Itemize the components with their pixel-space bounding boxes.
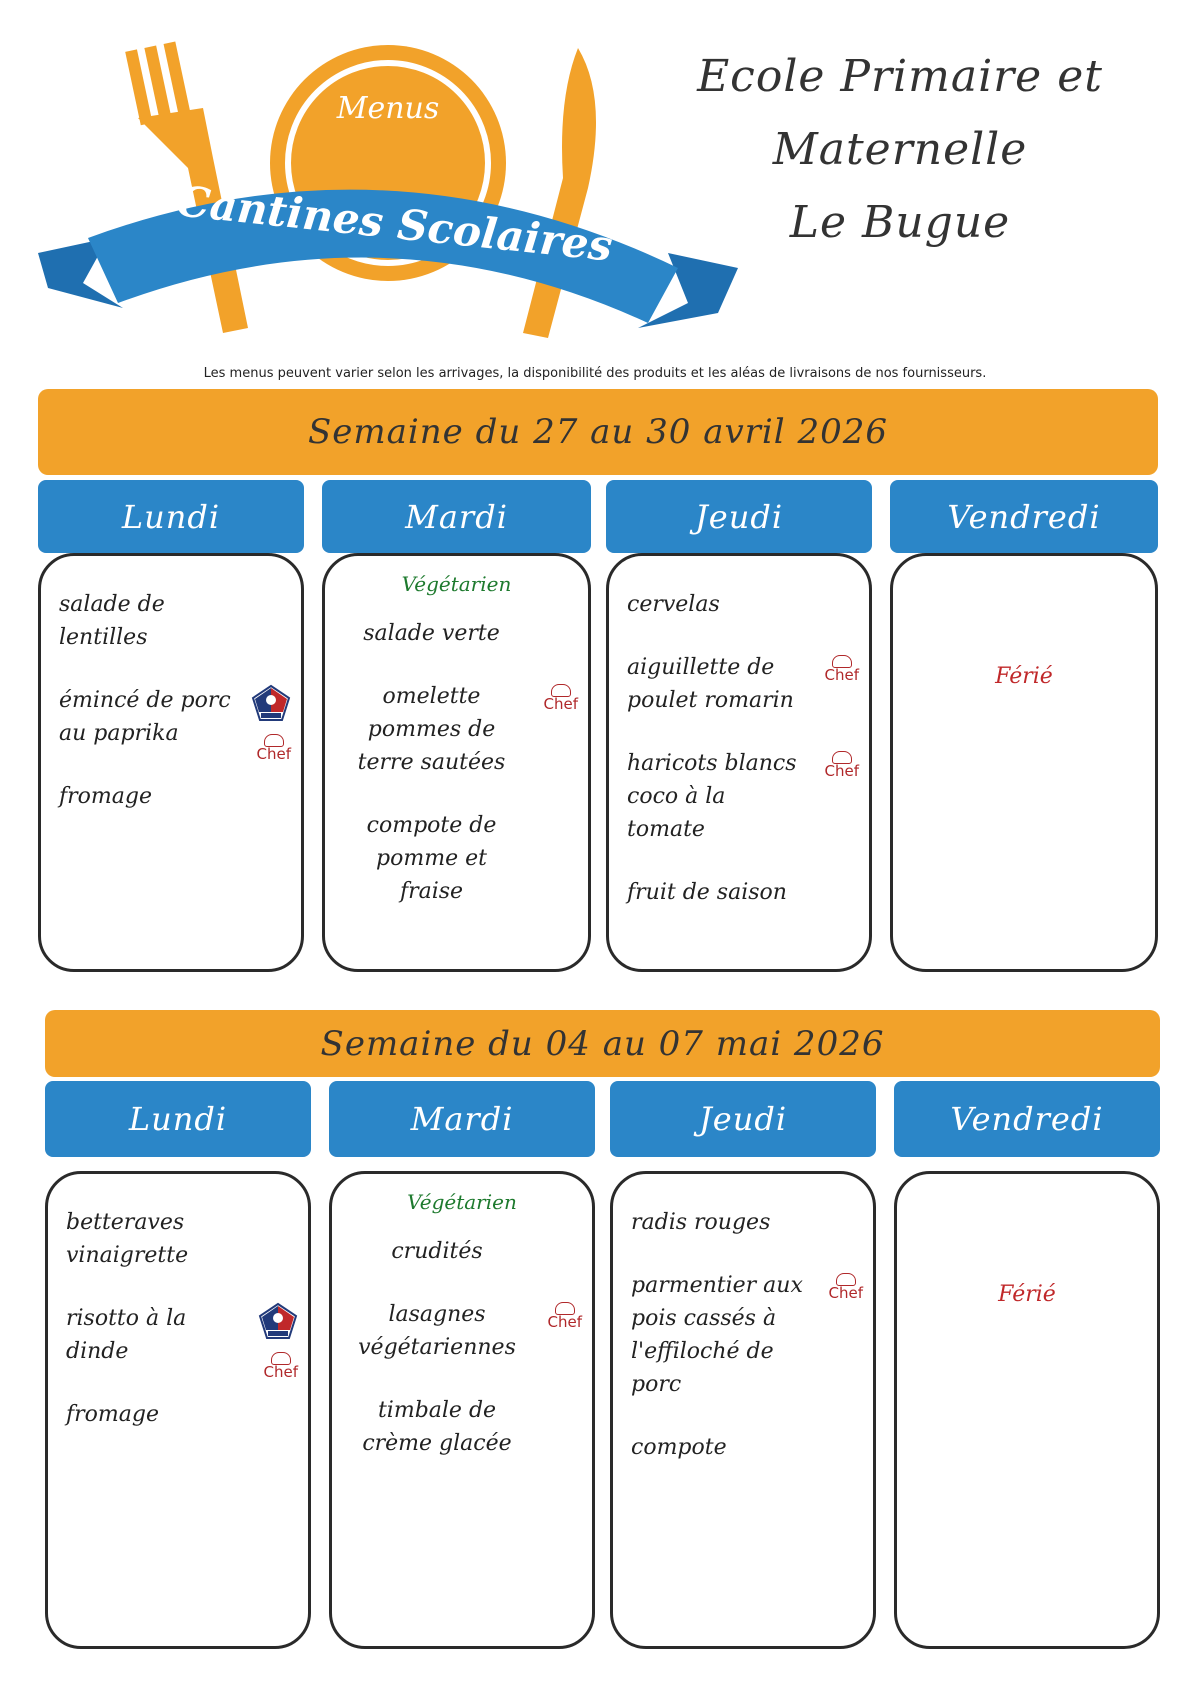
day-header	[322, 480, 591, 553]
day-header	[894, 1081, 1160, 1157]
day-header	[610, 1081, 876, 1157]
day-name: Jeudi	[698, 1100, 788, 1138]
day-menu-box	[329, 1171, 595, 1649]
school-line: Maternelle	[772, 124, 1028, 175]
menu-item-text: salade de lentilles	[59, 592, 165, 650]
menu-item	[59, 780, 283, 813]
menu-item	[66, 1302, 298, 1381]
day-header	[890, 480, 1158, 553]
holiday-label: Férié	[998, 1282, 1056, 1307]
day-header	[45, 1081, 311, 1157]
week-title: Semaine du 04 au 07 mai 2026	[320, 1023, 885, 1064]
menu-item	[350, 1235, 574, 1268]
menu-item	[343, 809, 570, 908]
menu-item-text: cervelas	[627, 592, 720, 617]
menu-item-text: fromage	[59, 784, 152, 809]
menu-item	[627, 651, 859, 717]
day-menu-box	[890, 553, 1158, 972]
menu-item-text: salade verte	[363, 621, 500, 646]
menu-item-text: crudités	[391, 1239, 483, 1264]
disclaimer: Les menus peuvent varier selon les arrivages, la disponibilité des produits et les aléas de livraisons de nos fournisseurs.	[203, 366, 987, 381]
chef-icon: Chef	[544, 684, 579, 711]
svg-text:Menus: Menus	[336, 91, 440, 126]
day-menu-box	[894, 1171, 1160, 1649]
chef-icon: Chef	[548, 1302, 583, 1329]
chef-icon: Chef	[829, 1273, 864, 1300]
vegetarian-label: Végétarien	[401, 572, 512, 596]
menu-item-text: émincé de porc au paprika	[59, 688, 231, 746]
menu-item	[343, 617, 570, 650]
menu-item	[66, 1206, 290, 1272]
menu-item-text: timbale de crème glacée	[362, 1398, 512, 1456]
menu-item	[627, 588, 851, 621]
viande-francaise-logo	[251, 684, 291, 722]
day-menu-box	[610, 1171, 876, 1649]
day-name: Vendredi	[950, 1100, 1104, 1138]
menu-item-text: compote	[631, 1435, 727, 1460]
menu-item	[59, 684, 291, 763]
school-name	[660, 40, 1140, 259]
menu-item-text: aiguillette de poulet romarin	[627, 655, 794, 713]
holiday-label: Férié	[995, 664, 1053, 689]
day-menu-box	[322, 553, 591, 972]
week-title: Semaine du 27 au 30 avril 2026	[307, 412, 889, 452]
chef-icon: Chef	[825, 751, 860, 778]
menu-item-text: fruit de saison	[627, 880, 787, 905]
day-header	[606, 480, 872, 553]
menu-item-text: fromage	[66, 1402, 159, 1427]
day-header	[329, 1081, 595, 1157]
day-menu-box	[606, 553, 872, 972]
day-name: Mardi	[410, 1100, 514, 1138]
chef-icon: Chef	[257, 734, 292, 761]
school-line: Ecole Primaire et	[697, 51, 1103, 102]
menu-item	[627, 747, 859, 846]
menu-item	[631, 1431, 855, 1464]
day-menu-box	[45, 1171, 311, 1649]
viande-francaise-logo	[258, 1302, 298, 1340]
menu-item	[59, 588, 283, 654]
menu-item	[627, 876, 851, 909]
day-name: Vendredi	[947, 497, 1101, 536]
menu-item	[631, 1269, 863, 1401]
menu-item	[343, 680, 578, 779]
day-menu-box	[38, 553, 304, 972]
week-banner	[45, 1010, 1160, 1077]
menu-item-text: betteraves vinaigrette	[66, 1210, 189, 1268]
menu-item-text: omelette pommes de terre sautées	[357, 684, 506, 775]
day-name: Lundi	[121, 497, 221, 536]
menu-item	[631, 1206, 855, 1239]
menu-item-text: parmentier aux pois cassés à l'effiloché de porc	[631, 1273, 803, 1397]
menu-item-text: lasagnes végétariennes	[358, 1302, 516, 1360]
svg-text:Cantines Scolaires: Cantines Scolaires	[174, 176, 615, 271]
menu-item	[350, 1394, 574, 1460]
menu-item	[350, 1298, 582, 1364]
chef-icon: Chef	[264, 1352, 299, 1379]
week-banner	[38, 389, 1158, 475]
school-line: Le Bugue	[789, 197, 1011, 248]
menu-item-text: compote de pomme et fraise	[366, 813, 497, 904]
day-name: Jeudi	[694, 497, 784, 536]
chef-icon: Chef	[825, 655, 860, 682]
menu-item-text: radis rouges	[631, 1210, 771, 1235]
menu-item-text: risotto à la dinde	[66, 1306, 187, 1364]
vegetarian-label: Végétarien	[407, 1190, 517, 1214]
menu-item	[66, 1398, 290, 1431]
cantines-scolaires-logo	[38, 38, 738, 363]
day-header	[38, 480, 304, 553]
day-name: Mardi	[405, 497, 508, 536]
day-name: Lundi	[128, 1100, 228, 1138]
menu-item-text: haricots blancs coco à la tomate	[627, 751, 797, 842]
